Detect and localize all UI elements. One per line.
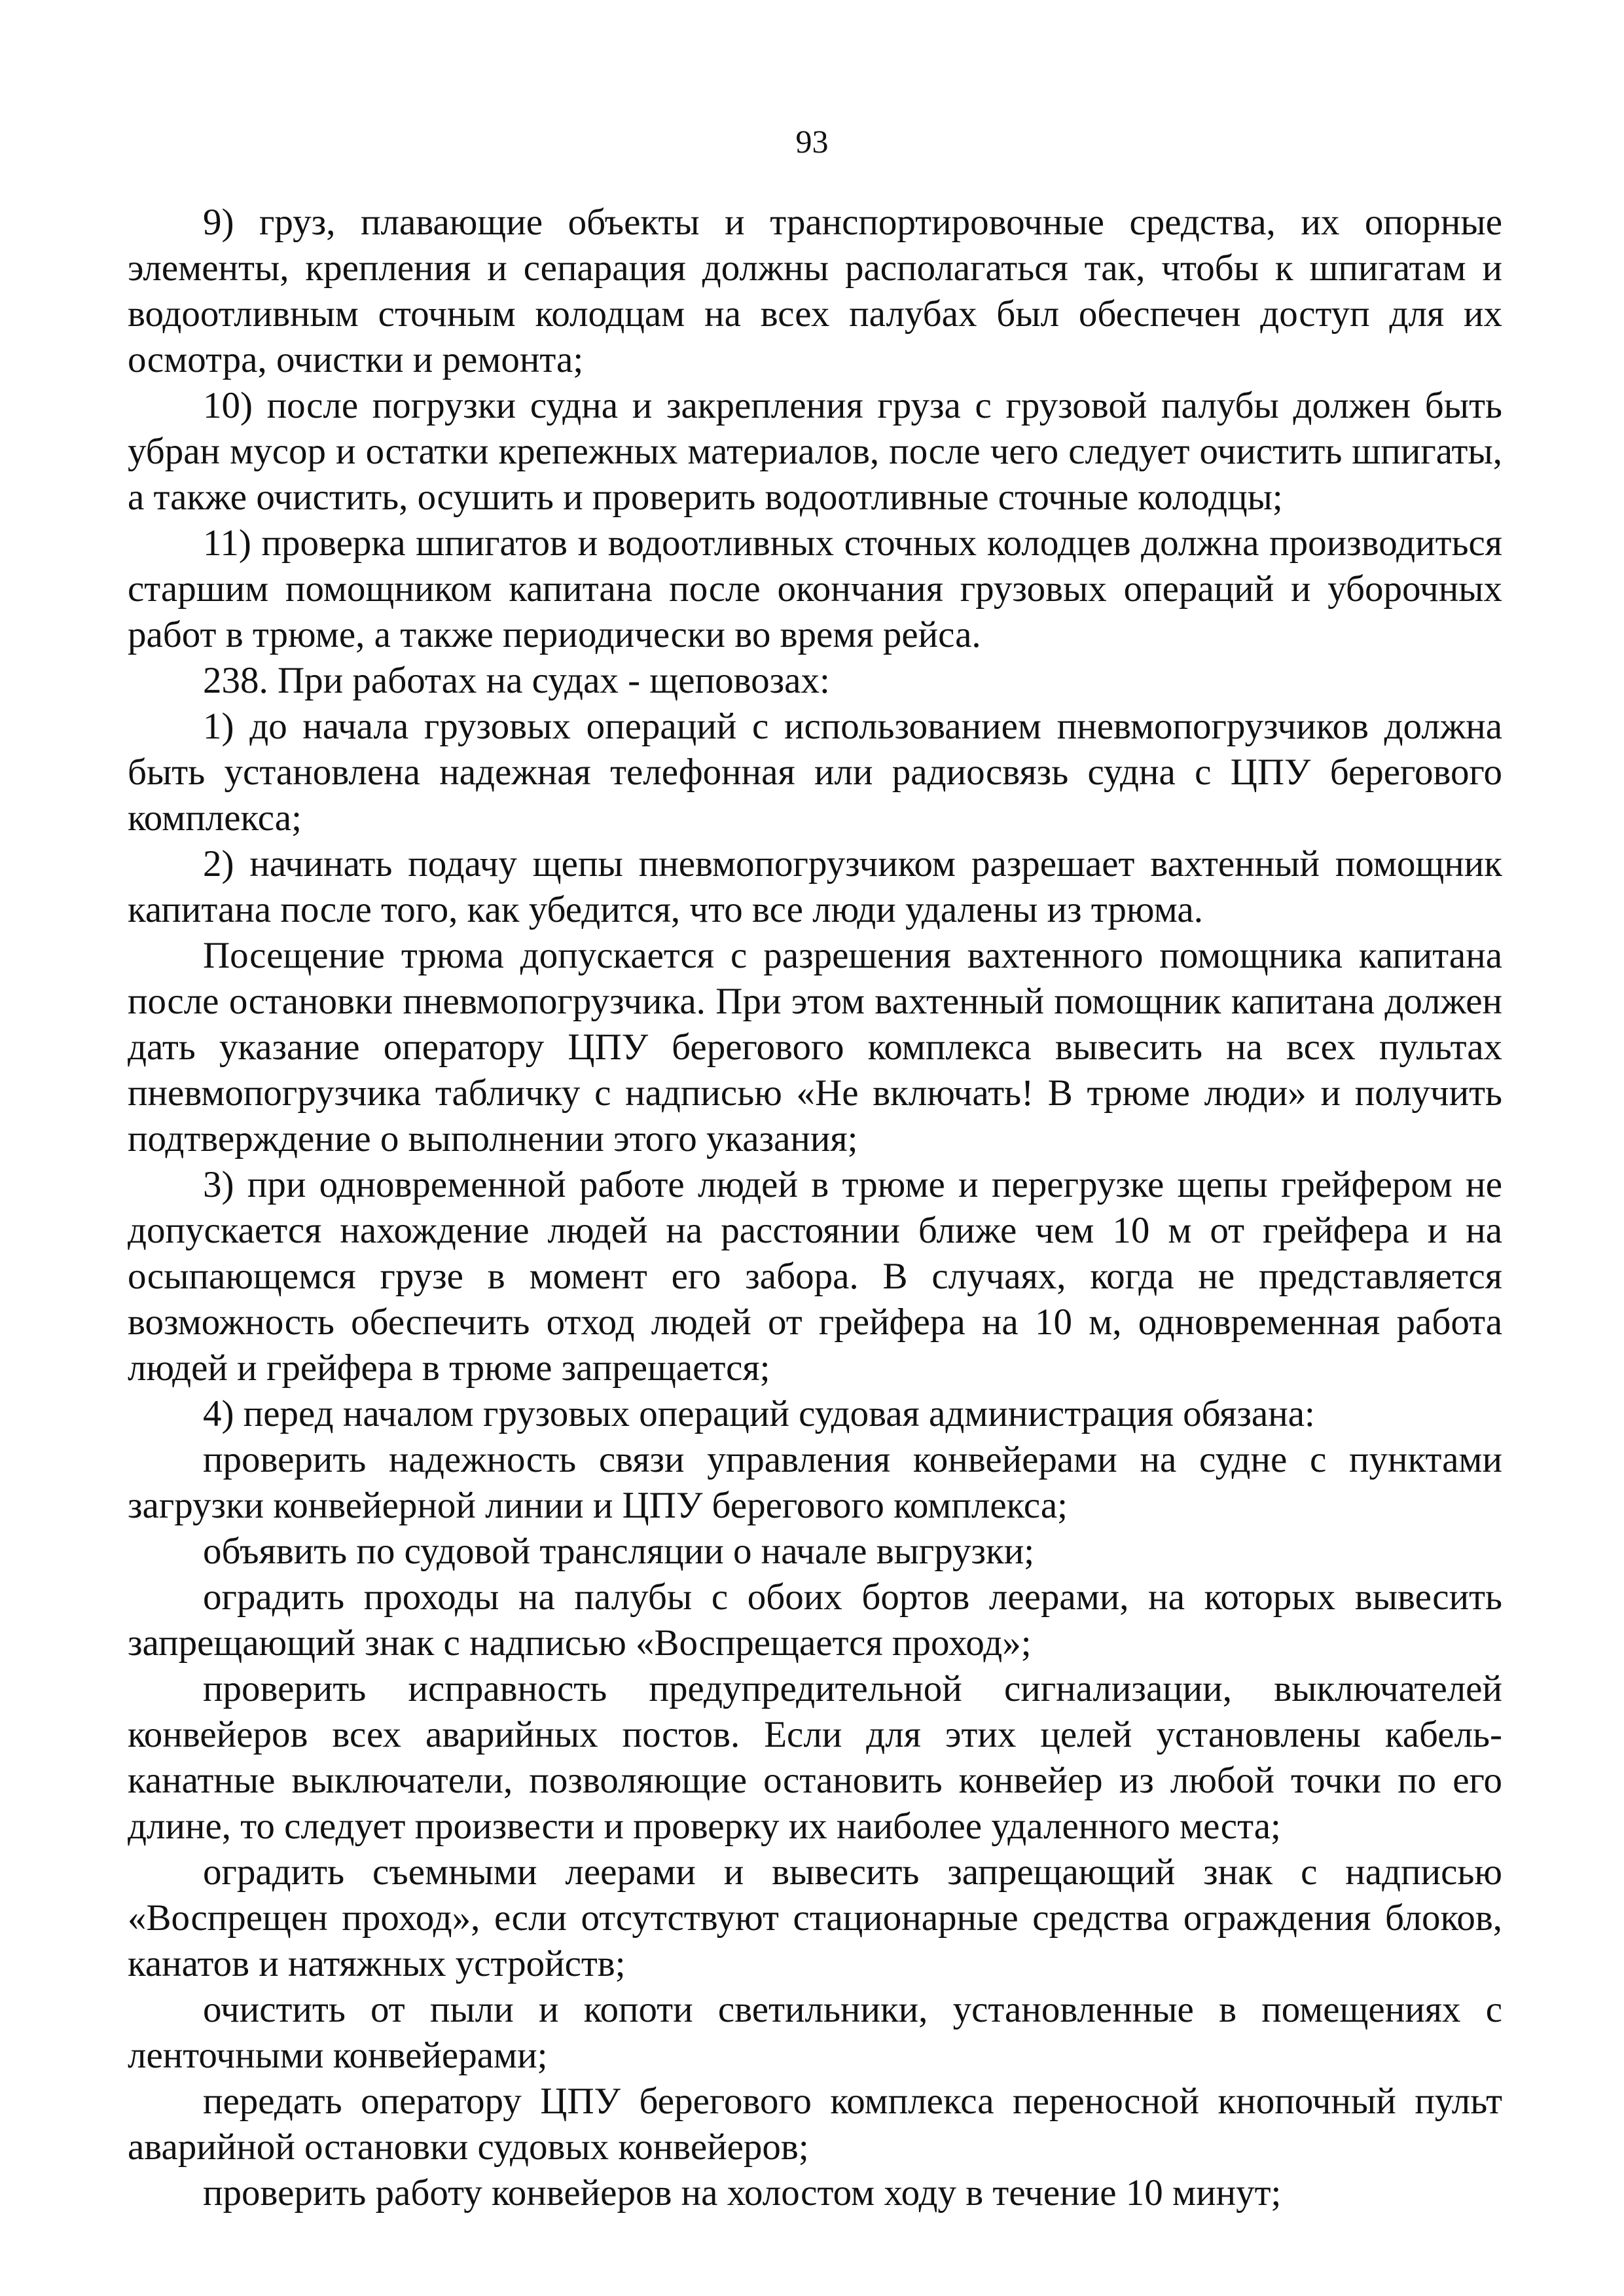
paragraph-item-3: 3) при одновременной работе людей в трюме и перегрузке щепы грейфером не допускается нахождение людей на расстоянии ближе чем 10 м от грейфера и на осыпающемся грузе в момент его забора. В случаях, когда не представляется возможность обеспечить отход людей от грейфера на 10 м, одновременная работа людей и грейфера в трюме запрещается; bbox=[128, 1164, 1502, 1389]
paragraph-item-9: 9) груз, плавающие объекты и транспортировочные средства, их опорные элементы, крепления и сепарация должны располагаться так, чтобы к шпигатам и водоотливным сточным колодцам на всех палубах был обеспечен доступ для их осмотра, очистки и ремонта; bbox=[128, 202, 1502, 380]
document-body bbox=[128, 200, 1502, 2216]
page-number: 93 bbox=[795, 123, 829, 160]
paragraph-announce-unloading: объявить по судовой трансляции о начале выгрузки; bbox=[203, 1531, 1035, 1572]
paragraph-item-10: 10) после погрузки судна и закрепления груза с грузовой палубы должен быть убран мусор и остатки крепежных материалов, после чего следует очистить шпигаты, а также очистить, осушить и проверить водоотливные сточные колодцы; bbox=[128, 385, 1502, 518]
paragraph-hold-access: Посещение трюма допускается с разрешения вахтенного помощника капитана после остановки пневмопогрузчика. При этом вахтенный помощник капитана должен дать указание оператору ЦПУ берегового комплекса вывесить на всех пультах пневмопогрузчика табличку с надписью «Не включать! В трюме люди» и получить подтверждение о выполнении этого указания; bbox=[128, 935, 1502, 1159]
paragraph-transfer-remote: передать оператору ЦПУ берегового комплекса переносной кнопочный пульт аварийной остановки судовых конвейеров; bbox=[128, 2081, 1502, 2168]
paragraph-clean-lamps: очистить от пыли и копоти светильники, установленные в помещениях с ленточными конвейерами; bbox=[128, 1989, 1502, 2076]
paragraph-item-4: 4) перед началом грузовых операций судовая администрация обязана: bbox=[203, 1393, 1315, 1434]
paragraph-fence-passages: оградить проходы на палубы с обоих бортов леерами, на которых вывесить запрещающий знак с надписью «Воспрещается проход»; bbox=[128, 1576, 1502, 1664]
paragraph-idle-test: проверить работу конвейеров на холостом ходу в течение 10 минут; bbox=[203, 2172, 1282, 2214]
paragraph-item-2: 2) начинать подачу щепы пневмопогрузчиком разрешает вахтенный помощник капитана после того, как убедится, что все люди удалены из трюма. bbox=[128, 843, 1502, 930]
paragraph-check-communication: проверить надежность связи управления конвейерами на судне с пунктами загрузки конвейерной линии и ЦПУ берегового комплекса; bbox=[128, 1439, 1502, 1526]
paragraph-section-238: 238. При работах на судах - щеповозах: bbox=[203, 660, 830, 701]
paragraph-check-alarm: проверить исправность предупредительной сигнализации, выключателей конвейеров всех аварийных постов. Если для этих целей установлены кабель-канатные выключатели, позволяющие остановить конвейер из любой точки по его длине, то следует произвести и проверку их наиболее удаленного места; bbox=[128, 1668, 1502, 1847]
paragraph-item-1: 1) до начала грузовых операций с использованием пневмопогрузчиков должна быть установлена надежная телефонная или радиосвязь судна с ЦПУ берегового комплекса; bbox=[128, 706, 1502, 839]
paragraph-item-11: 11) проверка шпигатов и водоотливных сточных колодцев должна производиться старшим помощником капитана после окончания грузовых операций и уборочных работ в трюме, а также периодически во время рейса. bbox=[128, 522, 1502, 655]
paragraph-removable-rails: оградить съемными леерами и вывесить запрещающий знак с надписью «Воспрещен проход», если отсутствуют стационарные средства ограждения блоков, канатов и натяжных устройств; bbox=[128, 1851, 1502, 1984]
